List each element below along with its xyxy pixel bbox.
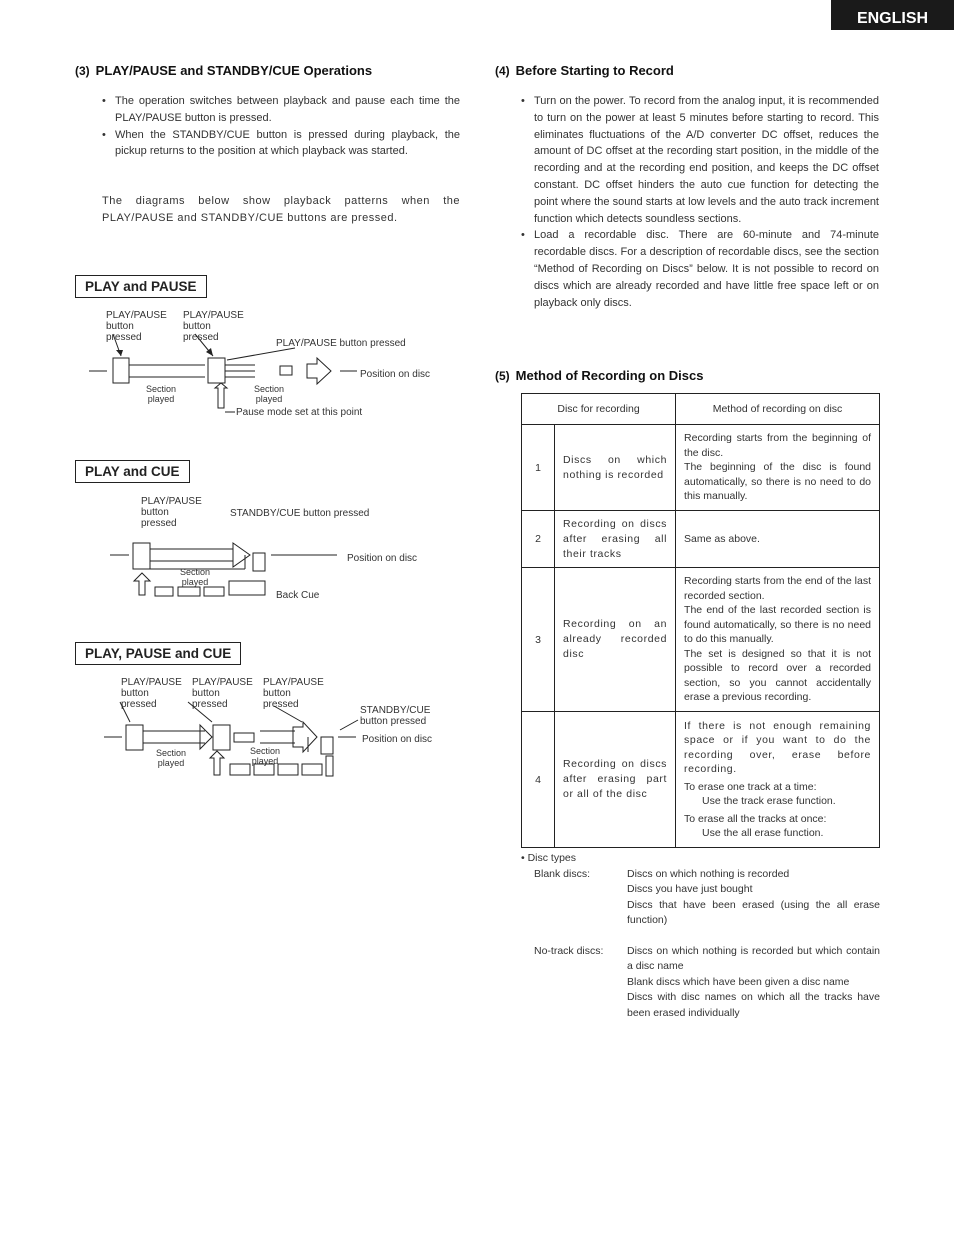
blank-discs-label: Blank discs: <box>534 867 591 880</box>
play-cue-diagram <box>105 525 375 605</box>
list-item: • Load a recordable disc. There are 60-minute and 74-minute recordable discs. For a description of recordable discs, see the section “Method of Recording on Discs” below. It is not possible to record on discs which are already recorded and have little free space left or on playback only discs. <box>521 227 879 311</box>
ppc-standby-label: STANDBY/CUE button pressed <box>360 705 431 727</box>
disc-types <box>521 851 880 1021</box>
pp-section1-label: Section played <box>146 384 177 404</box>
section-3-number: (3) <box>75 64 90 78</box>
blank-discs-list <box>627 867 880 929</box>
row-number: 1 <box>522 425 555 511</box>
pc-btn1-label: PLAY/PAUSE button pressed <box>141 496 202 529</box>
row-method: Same as above. <box>676 511 880 568</box>
disc-types-title-text: Disc types <box>527 852 577 864</box>
list-item: Discs on which nothing is recorded <box>627 867 790 880</box>
row-disc: Recording on discs after erasing all their tracks <box>555 511 676 568</box>
play-pause-cue-box-label: PLAY, PAUSE and CUE <box>75 642 241 665</box>
erase-all-value: Use the all erase function. <box>702 827 824 839</box>
section-3-paragraph: The diagrams below show playback patterns when the PLAY/PAUSE and STANDBY/CUE buttons are pressed. <box>102 195 460 224</box>
notrack-discs-list <box>627 944 880 1022</box>
row-number: 2 <box>522 511 555 568</box>
table-row <box>522 568 880 712</box>
row-number: 3 <box>522 568 555 712</box>
row-disc: Recording on an already recorded disc <box>555 568 676 712</box>
pp-position-label: Position on disc <box>360 369 431 380</box>
table-row <box>522 511 880 568</box>
play-cue-box-label: PLAY and CUE <box>75 460 190 483</box>
section-5-number: (5) <box>495 369 510 383</box>
pp-btn2-label: PLAY/PAUSE button pressed <box>183 310 244 343</box>
play-pause-box-label: PLAY and PAUSE <box>75 275 207 298</box>
list-item: Discs on which nothing is recorded but which contain a disc name <box>627 944 880 972</box>
row-number: 4 <box>522 712 555 848</box>
pp-btn1-label: PLAY/PAUSE button pressed <box>106 310 167 343</box>
ppc-btn3-label: PLAY/PAUSE button pressed <box>263 677 324 710</box>
section-4-heading <box>495 63 674 78</box>
row-disc: Recording on discs after erasing part or all of the disc <box>555 712 676 848</box>
row-method: Recording starts from the beginning of the disc. The beginning of the disc is found automatically, so there is no need to do this manually. <box>676 425 880 511</box>
notrack-discs-block <box>534 944 880 1022</box>
table-header-row <box>522 394 880 425</box>
list-item: Discs you have just bought <box>627 883 753 895</box>
pc-backcue-label: Back Cue <box>276 590 320 601</box>
ppc-position-label: Position on disc <box>362 734 433 745</box>
play-pause-diagram <box>85 330 365 420</box>
table-row <box>522 425 880 511</box>
section-3-bullets <box>102 93 460 160</box>
pp-pause-point-label: Pause mode set at this point <box>236 407 363 418</box>
table-header-method: Method of recording on disc <box>676 394 880 425</box>
pc-position-label: Position on disc <box>347 553 418 564</box>
disc-types-title: • Disc types <box>521 852 577 864</box>
list-item: Blank discs which have been given a disc name <box>627 975 850 988</box>
row-method-intro: If there is not enough remaining space or if you want to do the recording over, erase before recording. <box>684 719 871 775</box>
ppc-btn1-label: PLAY/PAUSE button pressed <box>121 677 182 710</box>
list-item: Discs that have been erased (using the all erase function) <box>627 898 880 926</box>
section-3-heading <box>75 63 372 78</box>
erase-all-label: To erase all the tracks at once: <box>684 812 827 825</box>
table-row <box>522 712 880 848</box>
pc-section1-label: Section played <box>180 567 211 587</box>
pc-standby-label: STANDBY/CUE button pressed <box>230 508 370 519</box>
table-header-disc: Disc for recording <box>522 394 676 425</box>
blank-discs-block <box>534 867 880 929</box>
ppc-btn2-label: PLAY/PAUSE button pressed <box>192 677 253 710</box>
pp-pressed-label: PLAY/PAUSE button pressed <box>276 338 406 349</box>
section-4-number: (4) <box>495 64 510 78</box>
ppc-section2-label: Section played <box>250 746 281 766</box>
recording-methods-table <box>521 393 880 848</box>
section-4-title: Before Starting to Record <box>515 63 674 78</box>
row-disc: Discs on which nothing is recorded <box>555 425 676 511</box>
row-method: Recording starts from the end of the last recorded section. The end of the last recorded section is found automatically, so there is no need to do this manually. The set is designed so that it is not possible to record over a recorded section, so you cannot accidentally erase a previous recording. <box>676 568 880 712</box>
section-5-heading <box>495 368 703 383</box>
list-item: Discs with disc names on which all the tracks have been erased individually <box>627 991 880 1019</box>
play-pause-cue-diagram <box>100 700 360 782</box>
section-5-title: Method of Recording on Discs <box>515 368 704 383</box>
ppc-section1-label: Section played <box>156 748 187 768</box>
row-method <box>676 712 880 848</box>
pp-section2-label: Section played <box>254 384 285 404</box>
list-item: • When the STANDBY/CUE button is pressed during playback, the pickup returns to the position at which playback was started. <box>102 127 460 161</box>
list-item: • Turn on the power. To record from the analog input, it is recommended to turn on the power at least 5 minutes before starting to record. This eliminates fluctuations of the A/D converter DC offset, reduces the amount of DC offset at the recording start position, in the middle of the recording and at the recording end position, and keeps the DC offset constant. DC offset hinders the auto cue function for detecting the point where the sound starts at low levels and the auto track increment function which detects soundless sections. <box>521 93 879 227</box>
notrack-discs-label: No-track discs: <box>534 944 604 957</box>
language-tab: ENGLISH <box>831 0 954 30</box>
section-4-bullets <box>521 93 879 311</box>
erase-one-label: To erase one track at a time: <box>684 780 817 793</box>
erase-one-value: Use the track erase function. <box>702 795 836 807</box>
list-item: • The operation switches between playback and pause each time the PLAY/PAUSE button is pressed. <box>102 93 460 127</box>
section-3-title: PLAY/PAUSE and STANDBY/CUE Operations <box>95 63 373 78</box>
